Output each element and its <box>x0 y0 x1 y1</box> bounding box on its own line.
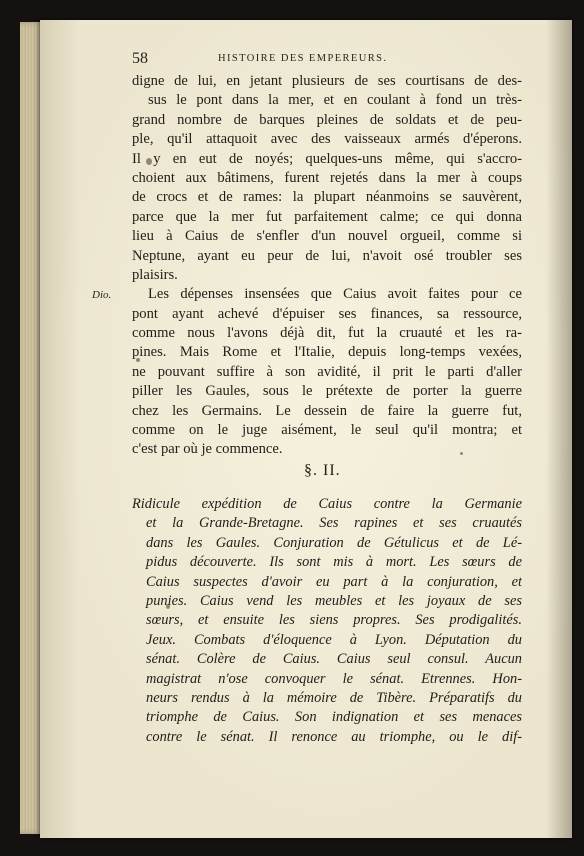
summary-line: magistrat n'ose convoquer le sénat. Etrennes. Hon- <box>146 670 522 687</box>
summary-line: Caius suspectes d'avoir eu part à la conjuration, et <box>146 573 522 590</box>
text-line: c'est par où je commence. <box>132 441 283 458</box>
text-line: digne de lui, en jetant plusieurs de ses courtisans de des- <box>132 73 522 89</box>
section-summary <box>132 495 522 747</box>
text-line: Neptune, ayant eu peur de lui, n'avoit osé troubler ses <box>132 247 522 264</box>
text-line: comme on le juge aisément, le seul qu'il montra; et <box>132 422 522 439</box>
summary-line: contre le sénat. Il renonce au triomphe, ou le dif- <box>146 728 522 745</box>
page-number: 58 <box>132 50 148 67</box>
section-heading: §. II. <box>304 462 341 479</box>
text-line: parce que la mer fut parfaitement calme; ce qui donna <box>132 208 522 225</box>
summary-line: punies. Caius vend les meubles et les joyaux de ses <box>146 592 522 609</box>
summary-line: dans les Gaules. Conjuration de Gétulicus et de Lé- <box>146 534 522 551</box>
summary-line: neurs rendus à la mémoire de Tibère. Préparatifs du <box>146 689 522 706</box>
text-line: pines. Mais Rome et l'Italie, depuis long-temps vexées, <box>132 344 522 361</box>
text-line: plaisirs. <box>132 266 178 283</box>
gutter-shadow <box>546 20 572 838</box>
running-head: HISTOIRE DES EMPEREURS. <box>218 53 388 64</box>
summary-line: sœurs, et ensuite les siens propres. Ses prodigalités. <box>146 612 522 629</box>
text-line: lieu à Caius de s'enfler d'un nouvel orgueil, comme si <box>132 228 522 245</box>
text-line: ne pouvant suffire à son avidité, il prit le parti d'aller <box>132 363 522 380</box>
summary-line: Ridicule expédition de Caius contre la Germanie <box>132 496 522 512</box>
paragraph <box>132 72 522 285</box>
paragraph <box>132 285 522 460</box>
text-line: comme nous l'avons déjà dit, fut la cruauté et les ra- <box>132 325 522 342</box>
text-line: Les dépenses insensées que Caius avoit faites pour ce <box>148 286 522 303</box>
margin-note: Dio. <box>92 289 112 301</box>
text-line: sus le pont dans la mer, et en coulant à fond un très- <box>148 92 522 109</box>
text-line: chez les Germains. Le dessein de faire la guerre fut, <box>132 402 522 419</box>
summary-line: pidus découverte. Ils sont mis à mort. Les sœurs de <box>146 554 522 571</box>
text-line: pont ayant achevé d'épuiser ses finances, sa ressource, <box>132 305 522 322</box>
body-text <box>132 72 522 460</box>
text-line: de crocs et de rames: la plupart néanmoins se sauvèrent, <box>132 189 522 206</box>
summary-line: et la Grande-Bretagne. Ses rapines et ses cruautés <box>146 515 522 532</box>
text-line: ple, qu'il attaquoit avec des vaisseaux armés d'éperons. <box>132 131 522 148</box>
book-page-edges <box>20 22 42 834</box>
summary-line: sénat. Colère de Caius. Caius seul consul. Aucun <box>146 651 522 668</box>
text-line: choient aux bâtimens, furent rejetés dans la mer à coups <box>132 169 522 186</box>
text-line: grand nombre de barques pleines de soldats et de peu- <box>132 111 522 128</box>
text-line: piller les Gaules, sous le prétexte de porter la guerre <box>132 383 522 400</box>
summary-line: Jeux. Combats d'éloquence à Lyon. Députation du <box>146 631 522 648</box>
text-line: Il y en eut de noyés; quelques-uns même, qui s'accro- <box>132 150 522 167</box>
summary-line: triomphe de Caius. Son indignation et ses menaces <box>146 709 522 726</box>
